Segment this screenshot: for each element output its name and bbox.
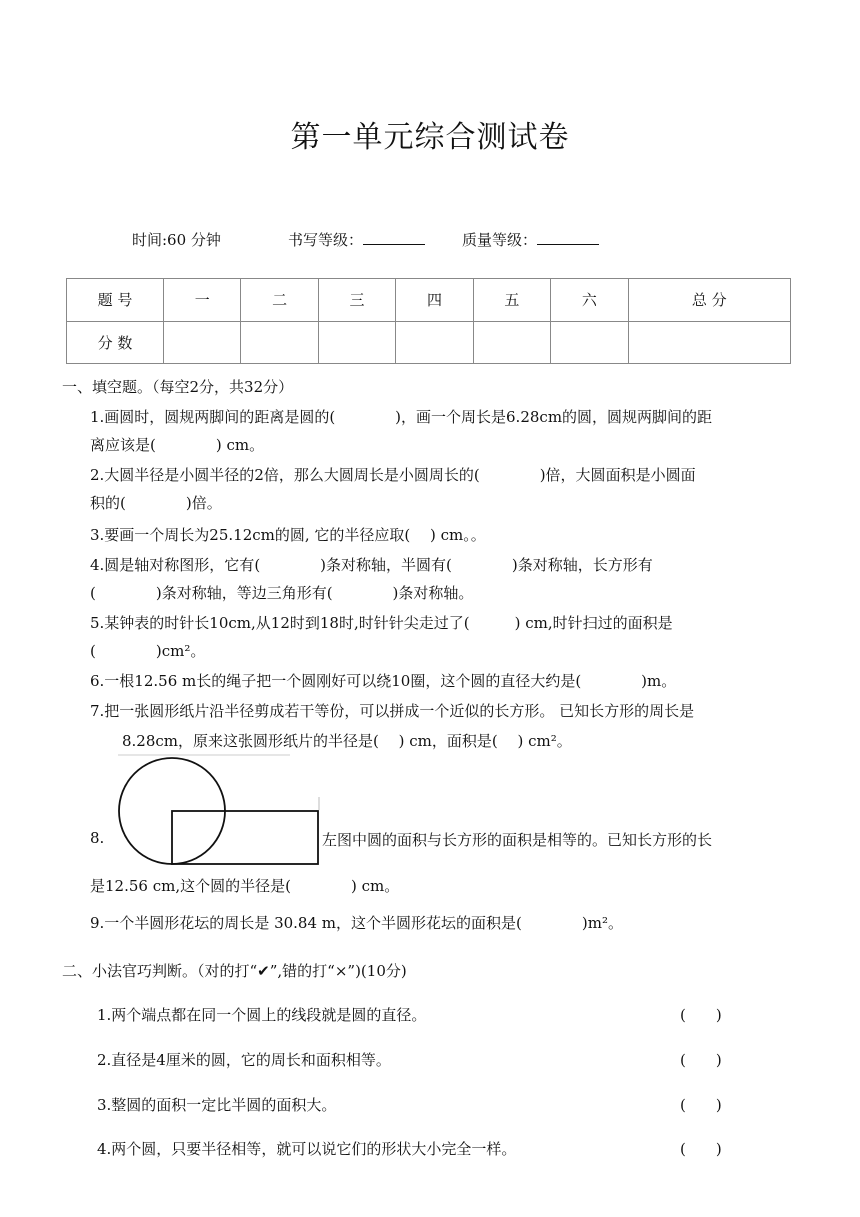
question-line: 7.把一张圆形纸片沿半径剪成若干等份，可以拼成一个近似的长方形。 已知长方形的周长是 — [90, 702, 695, 720]
section-2-heading: 二、小法官巧判断。（对的打“✔”,错的打“×”)(10分) — [62, 962, 407, 980]
judge-item: 4.两个圆，只要半径相等，就可以说它们的形状大小完全一样。 — [97, 1140, 517, 1158]
quality-grade — [462, 229, 599, 250]
table-cell: 二 — [241, 279, 318, 322]
answer-bracket[interactable]: ( ) — [680, 1051, 722, 1069]
quality-grade-blank — [537, 230, 599, 245]
table-cell: 六 — [551, 279, 628, 322]
table-cell: 总 分 — [628, 279, 790, 322]
table-cell: 分 数 — [67, 321, 164, 364]
question-line: 左图中圆的面积与长方形的面积是相等的。已知长方形的长 — [322, 831, 713, 849]
table-cell: 三 — [318, 279, 395, 322]
question-line: 2.大圆半径是小圆半径的2倍，那么大圆周长是小圆周长的( )倍，大圆面积是小圆面 — [90, 466, 696, 484]
score-input-cell[interactable] — [318, 321, 395, 364]
page-title: 第一单元综合测试卷 — [290, 120, 570, 155]
score-input-cell[interactable] — [628, 321, 790, 364]
question-line: ( )条对称轴，等边三角形有( )条对称轴。 — [90, 584, 474, 602]
question-line: 4.圆是轴对称图形，它有( )条对称轴，半圆有( )条对称轴，长方形有 — [90, 556, 653, 574]
answer-bracket[interactable]: ( ) — [680, 1096, 722, 1114]
question-line: 9.一个半圆形花坛的周长是 30.84 m，这个半圆形花坛的面积是( )m²。 — [90, 914, 623, 932]
question-line: 3.要画一个周长为25.12cm的圆, 它的半径应取( ) cm。。 — [90, 526, 486, 544]
score-table-score-row — [67, 321, 791, 364]
table-cell: 五 — [473, 279, 550, 322]
score-input-cell[interactable] — [241, 321, 318, 364]
quality-grade-label: 质量等级： — [462, 231, 538, 249]
question-line: ( )cm²。 — [90, 642, 206, 660]
question-line: 是12.56 cm,这个圆的半径是( ) cm。 — [90, 877, 400, 895]
question-line: 积的( )倍。 — [90, 494, 222, 512]
question-line: 1.画圆时，圆规两脚间的距离是圆的( )，画一个周长是6.28cm的圆，圆规两脚间的距 — [90, 408, 713, 426]
writing-grade-label: 书写等级： — [288, 231, 364, 249]
exam-time: 时间:60 分钟 — [132, 231, 221, 249]
question-line: 5.某钟表的时针长10cm,从12时到18时,时针针尖走过了( ) cm,时针扫过的面积是 — [90, 614, 673, 632]
question-line: 8.28cm，原来这张圆形纸片的半径是( ) cm，面积是( ) cm²。 — [122, 732, 572, 750]
table-cell: 一 — [164, 279, 241, 322]
score-input-cell[interactable] — [473, 321, 550, 364]
question-line: 离应该是( ) cm。 — [90, 436, 265, 454]
answer-bracket[interactable]: ( ) — [680, 1140, 722, 1158]
question-number: 8. — [90, 829, 105, 847]
score-input-cell[interactable] — [551, 321, 628, 364]
judge-item: 3.整圆的面积一定比半圆的面积大。 — [97, 1096, 337, 1114]
judge-item: 2.直径是4厘米的圆，它的周长和面积相等。 — [97, 1051, 391, 1069]
score-table — [66, 278, 791, 364]
table-cell: 四 — [396, 279, 473, 322]
table-cell: 题 号 — [67, 279, 164, 322]
writing-grade — [288, 229, 425, 250]
writing-grade-blank — [363, 230, 425, 245]
score-input-cell[interactable] — [396, 321, 473, 364]
score-input-cell[interactable] — [164, 321, 241, 364]
score-table-header-row — [67, 279, 791, 322]
rectangle-shape — [172, 811, 318, 864]
section-1-heading: 一、填空题。（每空2分，共32分） — [62, 378, 294, 396]
judge-item: 1.两个端点都在同一个圆上的线段就是圆的直径。 — [97, 1006, 427, 1024]
question-line: 6.一根12.56 m长的绳子把一个圆刚好可以绕10圈，这个圆的直径大约是( )m。 — [90, 672, 677, 690]
answer-bracket[interactable]: ( ) — [680, 1006, 722, 1024]
circle-rectangle-diagram — [110, 752, 325, 872]
